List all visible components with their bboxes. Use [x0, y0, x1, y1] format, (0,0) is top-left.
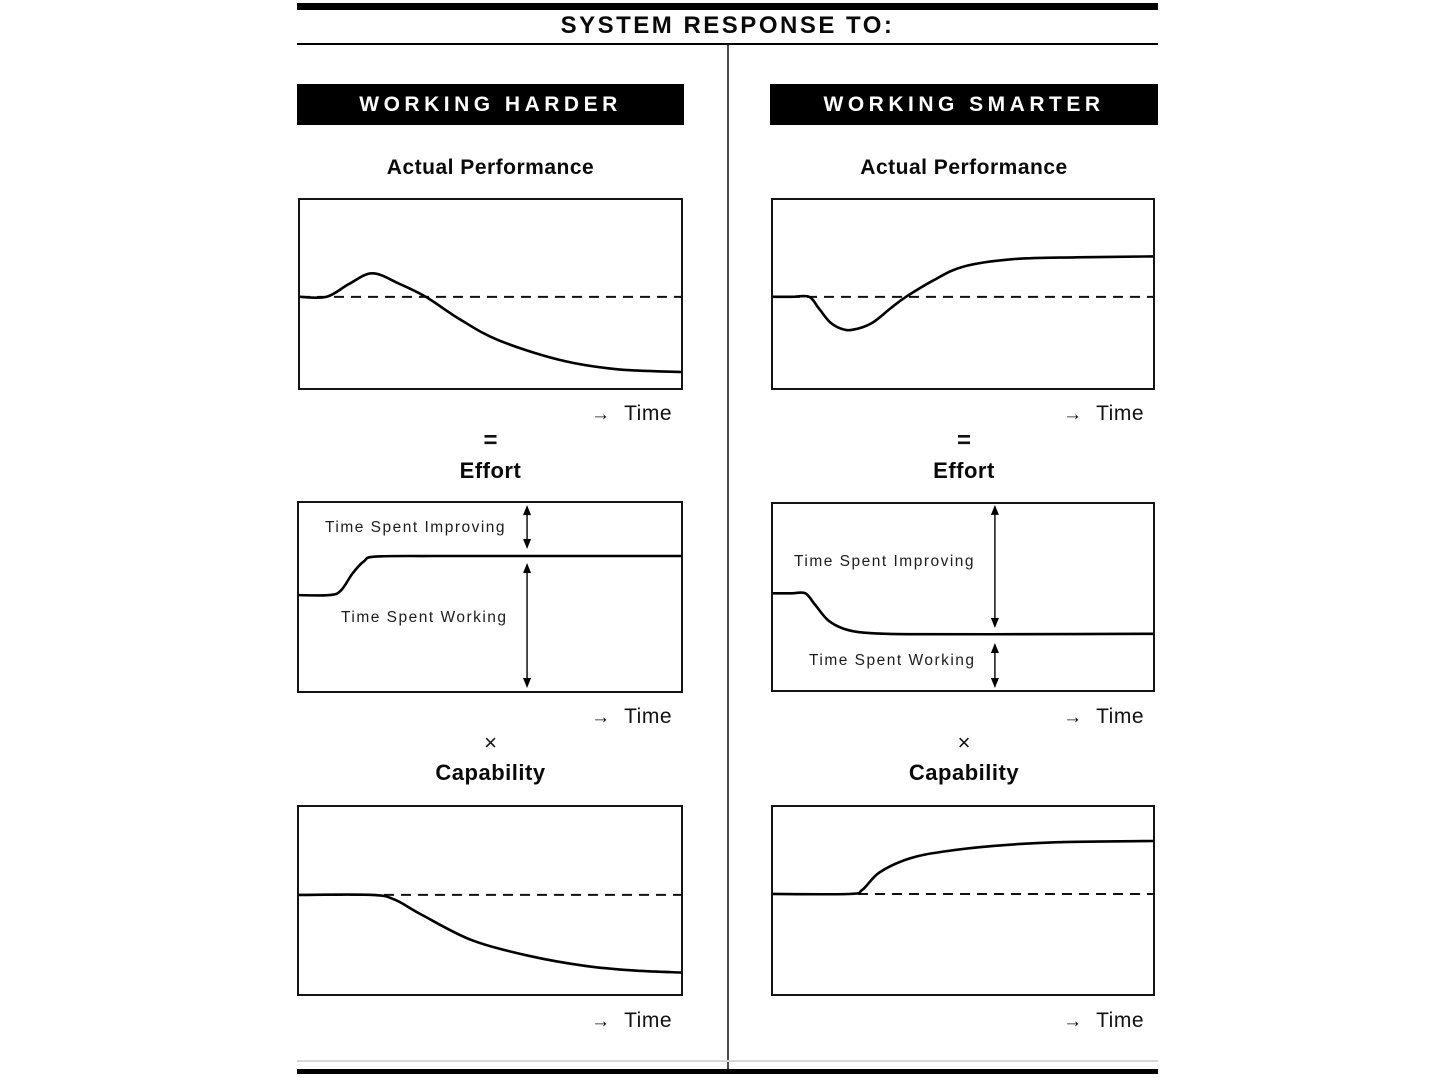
time-axis-smarter-effort — [770, 705, 1144, 729]
chart-working-harder-effort — [297, 501, 683, 693]
time-axis-label: Time — [624, 705, 672, 728]
time-axis-harder-performance — [297, 402, 672, 426]
performance-curve-harder — [300, 200, 681, 388]
header-working-harder — [297, 84, 684, 125]
equals-symbol-right: = — [956, 427, 971, 454]
bottom-rule — [297, 1069, 1158, 1074]
time-axis-label: Time — [1096, 705, 1144, 728]
title-effort-left: Effort — [459, 458, 522, 483]
time-axis-label: Time — [1096, 1009, 1144, 1032]
top-rule — [297, 3, 1158, 10]
chart-working-smarter-effort — [771, 502, 1155, 692]
figure-title: SYSTEM RESPONSE TO: — [560, 12, 895, 39]
label-time-spent-working-harder: Time Spent Working — [341, 609, 508, 626]
chart-working-harder-capability — [297, 805, 683, 996]
title-performance-left: Actual Performance — [386, 156, 595, 179]
label-time-spent-working-smarter: Time Spent Working — [809, 652, 976, 669]
label-time-spent-improving-smarter: Time Spent Improving — [794, 553, 976, 570]
time-axis-label: Time — [1096, 402, 1144, 425]
multiply-symbol-left: × — [484, 730, 497, 755]
multiply-symbol-right: × — [957, 730, 971, 755]
title-performance-right: Actual Performance — [860, 156, 1068, 179]
right-arrow-icon: → — [1063, 1011, 1083, 1032]
header-working-smarter-label: WORKING SMARTER — [823, 92, 1105, 116]
title-effort-right: Effort — [933, 458, 995, 483]
right-arrow-icon: → — [591, 707, 611, 728]
time-axis-smarter-capability — [770, 1009, 1144, 1033]
chart-working-smarter-capability — [771, 805, 1155, 996]
time-axis-harder-capability — [297, 1009, 672, 1033]
title-capability-right: Capability — [908, 760, 1020, 785]
title-capability-left: Capability — [435, 760, 546, 785]
time-axis-smarter-performance — [770, 402, 1144, 426]
chart-working-harder-performance — [298, 198, 683, 390]
bottom-faint-rule — [297, 1060, 1158, 1062]
time-axis-label: Time — [624, 402, 672, 425]
time-axis-label: Time — [624, 1009, 672, 1032]
right-arrow-icon: → — [591, 404, 611, 425]
time-axis-harder-effort — [297, 705, 672, 729]
equals-symbol-left: = — [483, 427, 498, 454]
chart-working-smarter-performance — [771, 198, 1155, 390]
performance-curve-smarter — [773, 200, 1153, 388]
capability-curve-harder — [299, 807, 681, 994]
right-arrow-icon: → — [1063, 707, 1083, 728]
header-working-harder-label: WORKING HARDER — [359, 92, 622, 116]
capability-curve-smarter — [773, 807, 1153, 994]
right-arrow-icon: → — [591, 1011, 611, 1032]
header-working-smarter — [770, 84, 1158, 125]
right-arrow-icon: → — [1063, 404, 1083, 425]
column-divider — [727, 45, 729, 1069]
label-time-spent-improving-harder: Time Spent Improving — [325, 519, 507, 536]
